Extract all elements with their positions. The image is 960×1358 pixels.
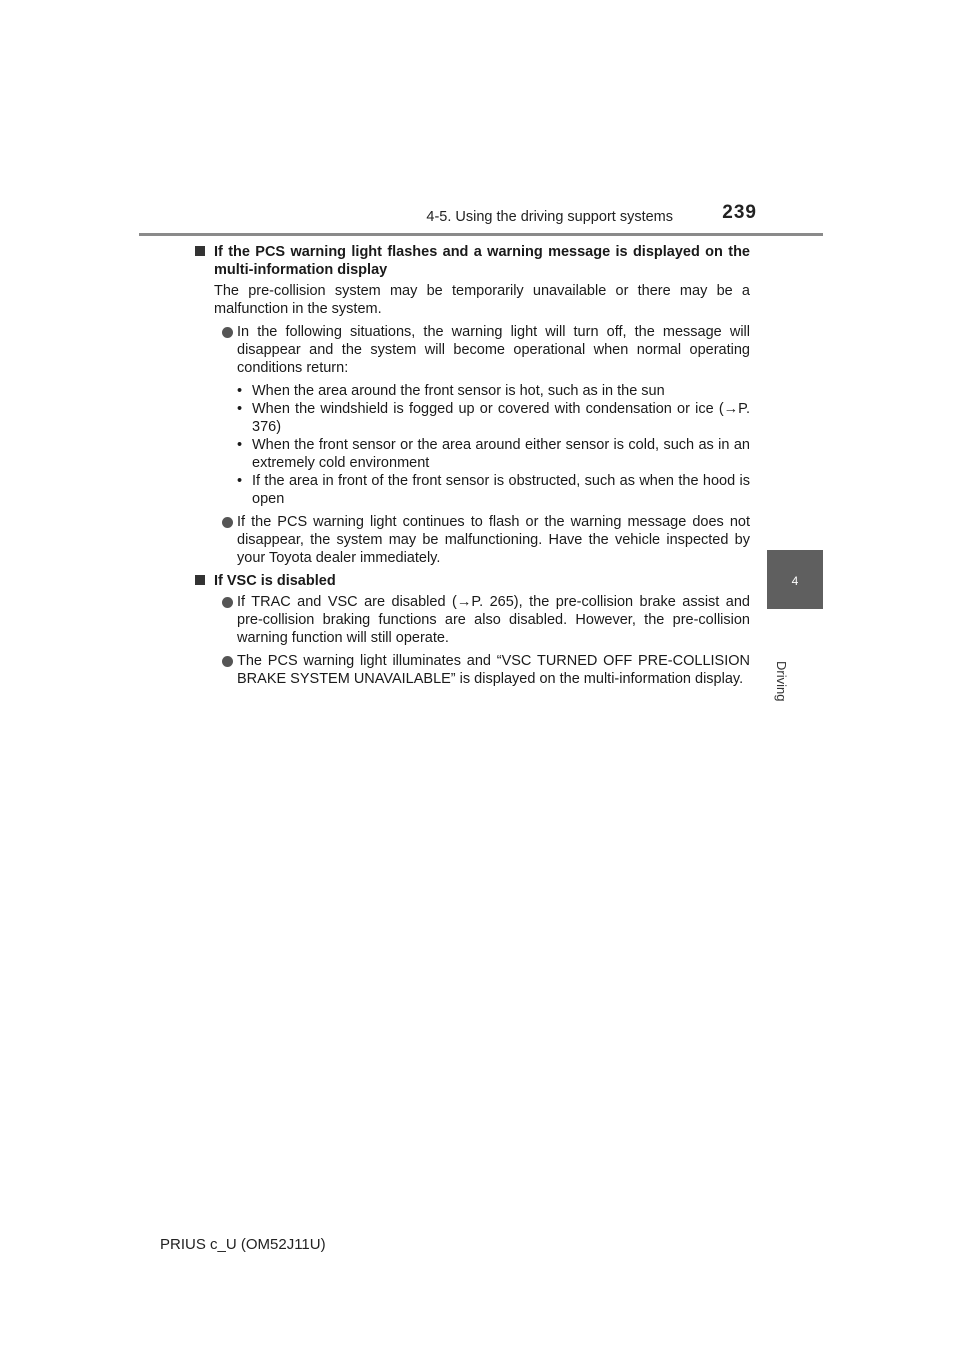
circle-bullet-icon bbox=[222, 656, 233, 667]
sub-item bbox=[214, 400, 750, 436]
circle-bullet-icon bbox=[222, 517, 233, 528]
square-bullet-icon bbox=[195, 246, 205, 256]
dot-marker-icon: • bbox=[237, 473, 243, 489]
dot-marker-icon: • bbox=[237, 383, 243, 399]
dot-marker-icon: • bbox=[237, 401, 243, 417]
sub-item-text: When the front sensor or the area around either sensor is cold, such as in an extremely cold environment bbox=[252, 437, 750, 471]
section-heading-pcs bbox=[195, 243, 750, 279]
section-title: 4-5. Using the driving support systems bbox=[426, 209, 673, 225]
sub-item bbox=[214, 436, 750, 472]
bullet-text: The PCS warning light illuminates and “VSC TURNED OFF PRE-COLLISION BRAKE SYSTEM UNAVAILABLE” is displayed on the multi-information display. bbox=[237, 653, 750, 687]
chapter-label bbox=[767, 609, 823, 702]
circle-bullet-icon bbox=[222, 597, 233, 608]
bullet-item bbox=[214, 593, 750, 647]
sub-item-text: If the area in front of the front sensor is obstructed, such as when the hood is open bbox=[252, 473, 750, 507]
page-content bbox=[214, 243, 750, 693]
chapter-label-text: Driving bbox=[774, 661, 789, 702]
square-bullet-icon bbox=[195, 575, 205, 585]
sub-item bbox=[214, 382, 750, 400]
page-header bbox=[139, 200, 823, 236]
sub-list bbox=[214, 382, 750, 508]
page-number: 239 bbox=[722, 202, 757, 223]
chapter-tab bbox=[767, 550, 823, 609]
page-footer: PRIUS c_U (OM52J11U) bbox=[160, 1236, 326, 1253]
bullet-text: If the PCS warning light continues to flash or the warning message does not disappear, the system may be malfunctioning. Have the vehicle inspected by your Toyota dealer immediately. bbox=[237, 514, 750, 566]
sub-item-text: When the area around the front sensor is hot, such as in the sun bbox=[252, 383, 665, 399]
section-heading-vsc bbox=[195, 572, 750, 590]
bullet-item bbox=[214, 323, 750, 377]
chapter-number: 4 bbox=[791, 574, 799, 588]
bullet-item bbox=[214, 513, 750, 567]
bullet-text: In the following situations, the warning light will turn off, the message will disappear and the system will become operational when normal operating conditions return: bbox=[237, 324, 750, 376]
bullet-item bbox=[214, 652, 750, 688]
heading-text: If VSC is disabled bbox=[214, 573, 336, 589]
header-rule bbox=[139, 233, 823, 236]
dot-marker-icon: • bbox=[237, 437, 243, 453]
sub-item bbox=[214, 472, 750, 508]
bullet-text: If TRAC and VSC are disabled (→P. 265), the pre-collision brake assist and pre-collision braking functions are also disabled. However, the pre-collision warning function will still operate. bbox=[237, 594, 750, 646]
paragraph: The pre-collision system may be temporarily unavailable or there may be a malfunction in the system. bbox=[214, 283, 750, 317]
sub-item-text: When the windshield is fogged up or covered with condensation or ice (→P. 376) bbox=[252, 401, 750, 435]
circle-bullet-icon bbox=[222, 327, 233, 338]
heading-text: If the PCS warning light flashes and a warning message is displayed on the multi-information display bbox=[214, 244, 750, 278]
